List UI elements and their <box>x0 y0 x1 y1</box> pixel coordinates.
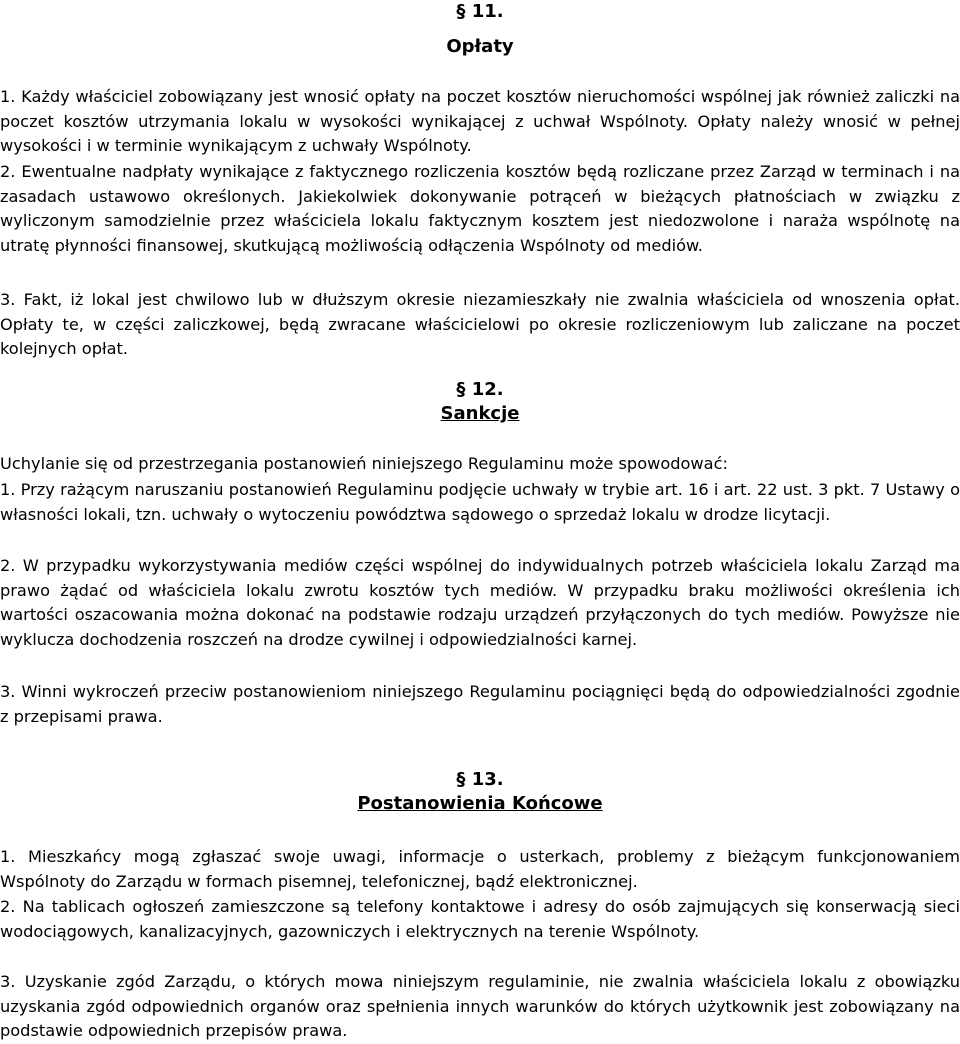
section-13-item-1: 1. Mieszkańcy mogą zgłaszać swoje uwagi, informacje o usterkach, problemy z bieżącym funkcjonowaniem Wspólnoty do Zarządu w formach pisemnej, telefonicznej, bądź elektronicznej. <box>0 847 960 891</box>
section-13-item-3: 3. Uzyskanie zgód Zarządu, o których mowa niniejszym regulaminie, nie zwalnia właściciela lokalu z obowiązku uzyskania zgód odpowiednich organów oraz spełnienia innych warunków do których użytkownik jest zobowiązany na podstawie odpowiednich przepisów prawa. <box>0 972 960 1041</box>
section-11-item-2: 2. Ewentualne nadpłaty wynikające z faktycznego rozliczenia kosztów będą rozliczane przez Zarząd w terminach i na zasadach ustawowo określonych. Jakiekolwiek dokonywanie potrąceń w bieżących płatnościach w związku z wyliczonym samodzielnie przez właściciela lokalu faktycznym kosztem jest niedozwolone i naraża wspólnotę na utratę płynności finansowej, skutkującą możliwością odłączenia Wspólnoty od mediów. <box>0 162 960 255</box>
section-12-intro: Uchylanie się od przestrzegania postanowień niniejszego Regulaminu może spowodować: <box>0 454 728 473</box>
section-11-title: Opłaty <box>446 36 514 57</box>
section-12-item-2: 2. W przypadku wykorzystywania mediów części wspólnej do indywidualnych potrzeb właściciela lokalu Zarząd ma prawo żądać od właściciela lokalu zwrotu kosztów tych mediów. W przypadku braku możliwości określenia ich wartości oszacowania można dokonać na podstawie rodzaju urządzeń przyłączonych do tych mediów. Powyższe nie wyklucza dochodzenia roszczeń na drodze cywilnej i odpowiedzialności karnej. <box>0 556 960 649</box>
section-12-number: § 12. <box>456 379 504 400</box>
section-12-item-3: 3. Winni wykroczeń przeciw postanowieniom niniejszego Regulaminu pociągnięci będą do odpowiedzialności zgodnie z przepisami prawa. <box>0 682 960 726</box>
section-13-title: Postanowienia Końcowe <box>357 793 603 814</box>
section-11-item-3: 3. Fakt, iż lokal jest chwilowo lub w dłuższym okresie niezamieszkały nie zwalnia właściciela od wnoszenia opłat. Opłaty te, w części zaliczkowej, będą zwracane właścicielowi po okresie rozliczeniowym lub zaliczane na poczet kolejnych opłat. <box>0 290 960 359</box>
section-11-item-1: 1. Każdy właściciel zobowiązany jest wnosić opłaty na poczet kosztów nieruchomości wspólnej jak również zaliczki na poczet kosztów utrzymania lokalu w wysokości wynikającej z uchwał Wspólnoty. Opłaty należy wnosić w pełnej wysokości i w terminie wynikającym z uchwały Wspólnoty. <box>0 87 960 156</box>
section-13-number: § 13. <box>456 769 504 790</box>
section-12-item-1: 1. Przy rażącym naruszaniu postanowień Regulaminu podjęcie uchwały w trybie art. 16 i art. 22 ust. 3 pkt. 7 Ustawy o własności lokali, tzn. uchwały o wytoczeniu powództwa sądowego o sprzedaż lokalu w drodze licytacji. <box>0 480 960 524</box>
section-13-item-2: 2. Na tablicach ogłoszeń zamieszczone są telefony kontaktowe i adresy do osób zajmujących się konserwacją sieci wodociągowych, kanalizacyjnych, gazowniczych i elektrycznych na terenie Wspólnoty. <box>0 897 960 941</box>
section-12-title: Sankcje <box>440 403 520 424</box>
section-11-number: § 11. <box>456 1 504 22</box>
